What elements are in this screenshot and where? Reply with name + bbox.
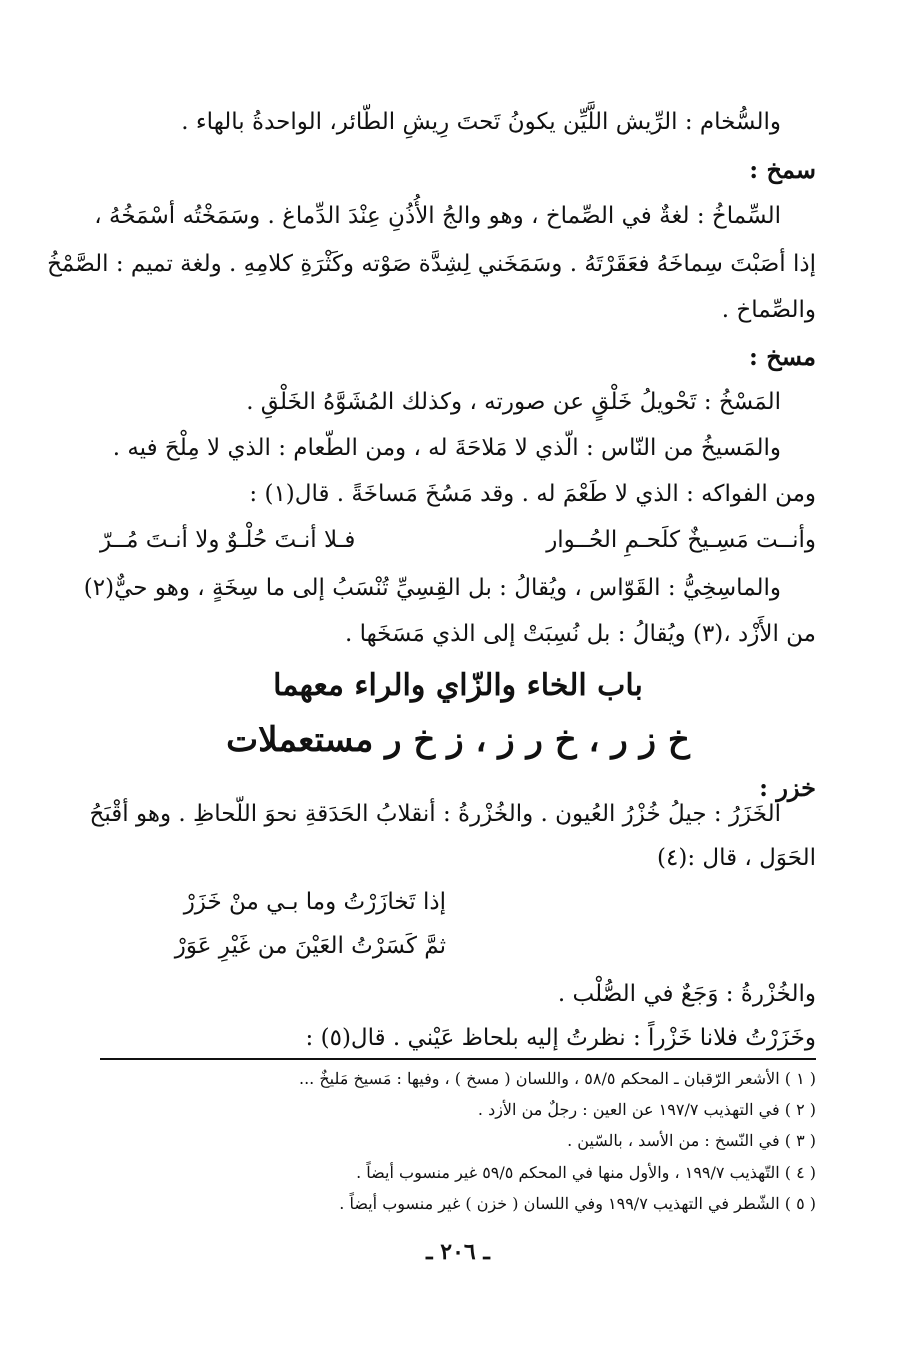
text-line-masikhi: والماسِخِيُّ : القَوّاس ، ويُقالُ : بل القِسِيِّ تُنْسَبُ إلى ما سِخَةٍ ، وهو حيٌّ(٢) (83, 575, 781, 601)
text-line-simakh: السِّماخُ : لغةٌ في الصِّماخ ، وهو والجُ الأُذُنِ عِنْدَ الدِّماغ . وسَمَخْتُه أسْمَخُهُ ، (94, 203, 781, 229)
chapter-roots: خ ز ر ، خ ر ز ، ز خ ر مستعملات (226, 720, 690, 760)
headword-masakh: مسخ : (749, 342, 816, 371)
footnote-2: ( ٢ ) في التهذيب ١٩٧/٧ عن العين : رجلٌ من الأزد . (477, 1100, 816, 1119)
footnote-divider (100, 1058, 816, 1060)
poem-line-2: ثمَّ كَسَرْتُ العَيْنَ من غَيْرِ عَوَرْ (174, 933, 446, 959)
footnote-3: ( ٣ ) في النّسخ : من الأسد ، بالسّين . (567, 1131, 816, 1150)
text-line-fawakih: ومن الفواكه : الذي لا طَعْمَ له . وقد مَسُخَ مَساخَةً . قال(١) : (249, 481, 816, 507)
text-line-simakh-2: إذا أصَبْتَ سِماخَهُ فعَقَرْتَهُ . وسَمَخَني لِشِدَّة صَوْته وكَثْرَةِ كلامِهِ . ولغة تميم : الصَّمْخُ (47, 251, 816, 277)
text-line-azd: من الأَزْد ،(٣) ويُقالُ : بل نُسِبَتْ إلى الذي مَسَخَها . (344, 621, 816, 647)
text-line-sukham: والسُّخام : الرِّيش اللَّيِّن يكونُ تَحتَ رِيشِ الطّائر، الواحدةُ بالهاء . (181, 109, 781, 135)
headword-khazar: خزر : (759, 773, 816, 802)
text-line-masikh: والمَسيخُ من النّاس : الّذي لا مَلاحَةَ له ، ومن الطّعام : الذي لا مِلْحَ فيه . (112, 435, 781, 461)
text-line-hawal: الحَوَل ، قال :(٤) (657, 845, 816, 871)
footnote-5: ( ٥ ) الشّطر في التهذيب ١٩٩/٧ وفي اللسان ( خزن ) غير منسوب أيضاً . (339, 1194, 816, 1213)
text-line-maskh: المَسْخُ : تَحْويلُ خَلْقٍ عن صورته ، وكذلك المُشَوَّهُ الخَلْقِ . (246, 389, 781, 415)
headword-samakh: سمخ : (749, 155, 816, 184)
chapter-title: باب الخاء والزّاي والراء معهما (273, 668, 643, 703)
footnote-4: ( ٤ ) التّهذيب ١٩٩/٧ ، والأول منها في المحكم ٥٩/٥ غير منسوب أيضاً . (356, 1163, 816, 1182)
footnote-1: ( ١ ) الأشعر الرّقبان ـ المحكم ٥٨/٥ ، واللسان ( مسخ ) ، وفيها : مَسيخ مَليخٌ ... (299, 1069, 816, 1088)
verse-first-hemistich: وأنــت مَسِـيخٌ كلَحـمِ الحُــوار (546, 527, 816, 553)
text-line-khazartu: وخَزَرْتُ فلانا خَزْراً : نظرتُ إليه بلحاظ عَيْني . قال(٥) : (305, 1025, 816, 1051)
verse-line (100, 520, 816, 560)
text-line-khazar: الخَزَرُ : جيلُ خُزْرُ العُيون . والخُزْرةُ : أنقلابُ الحَدَقةِ نحوَ اللّحاظِ . وهو أقْبَحُ (89, 801, 781, 827)
poem-line-1: إذا تَخازَرْتُ وما بـي منْ خَزَرْ (183, 889, 446, 915)
page-number: ـ ٢٠٦ ـ (426, 1239, 490, 1265)
text-line-khuzra: والخُزْرةُ : وَجَعٌ في الصُّلْب . (557, 981, 816, 1007)
verse-second-hemistich: فـلا أنـتَ حُلْـوٌ ولا أنـتَ مُــرّ (100, 527, 356, 553)
text-line-simakh-3: والصِّماخ . (721, 297, 816, 323)
